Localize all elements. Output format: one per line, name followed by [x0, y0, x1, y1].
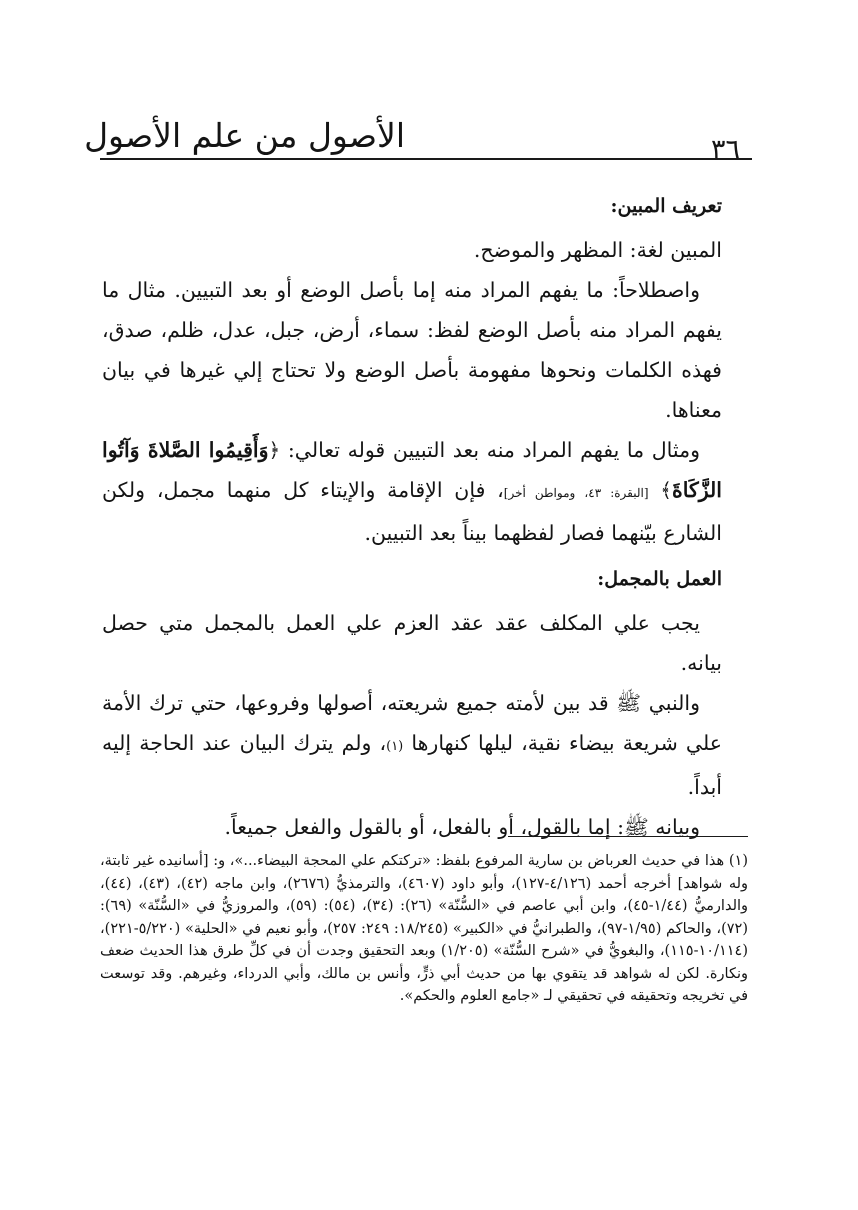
quran-bracket-open: ﴿ [268, 438, 281, 462]
quran-verse: وَأَقِيمُوا الصَّلاةَ وَآتُوا الزَّكَاةَ [102, 438, 722, 502]
footnote-marker: (١) [386, 739, 404, 754]
nabi-text-1: والنبي ﷺ قد بين لأمته جميع شريعته، أصولها وفروعها، حتي ترك الأمة علي شريعة بيضاء نقية، ليلها كنهارها [102, 691, 722, 755]
paragraph-bayan: وبيانه ﷺ: إما بالقول، أو بالفعل، أو بالقول والفعل جميعاً. [224, 815, 700, 839]
footnote-text: (١) هذا في حديث العرباض بن سارية المرفوع بلفظ: «تركتكم علي المحجة البيضاء...»، و: [أسانيده غير ثابتة، وله شواهد] أخرجه أحمد (٤/١٢٦-١٢٧)، وأبو داود (٤٦٠٧)، والترمذيُّ (٢٦٧٦)، وابن ماجه (٤٢)، (٤٣)، (٤٤)، والدارميُّ (١/٤٤-٤٥)، وابن أبي عاصم في «السُّنّة» (٢٦): (٣٤)، (٥٤): (٥٩)، والمروزيُّ في «السُّنّة» (٦٩): (٧٢)، والحاكم (١/٩٥-٩٧)، والطبرانيُّ في «الكبير» (١٨/٢٤٥: ٢٤٩: ٢٥٧)، وأبو نعيم في «الحلية» (٥/٢٢٠-٢٢١)، (١٠/١١٤-١١٥)، والبغويُّ في «شرح السُّنّة» (١/٢٠٥) وبعد التحقيق وجدت أن في كلِّ طرق هذا الحديث ضعف ونكارة. لكن له شواهد قد يتقوي بها من حديث أبي ذرٍّ، وأنس بن مالك، وأبي الدرداء، وغيرهم. وقد توسعت في تخريجه وتحقيقه في تحقيقي لـ «جامع العلوم والحكم». [100, 853, 749, 1004]
paragraph-lugha: المبين لغة: المظهر والموضح. [473, 238, 722, 262]
page-number: ٣٦ [710, 134, 740, 165]
footnote [100, 850, 748, 1080]
main-text [102, 186, 722, 839]
example-lead: ومثال ما يفهم المراد منه بعد التبيين قوله تعالي: [287, 438, 700, 462]
nabi-text-2: ، ولم يترك البيان عند الحاجة إليه أبداً. [102, 731, 722, 799]
verse-reference: [البقرة: ٤٣، ومواطن أخر] [503, 486, 649, 500]
running-header-title: الأصول من علم الأصول [84, 116, 405, 155]
footnote-rule [508, 836, 748, 837]
quran-bracket-close: ﴾ [660, 478, 672, 502]
paragraph-istilah: واصطلاحاً: ما يفهم المراد منه إما بأصل الوضع أو بعد التبيين. مثال ما يفهم المراد منه بأصل الوضع لفظ: سماء، أرض، جبل، عدل، ظلم، صدق، فهذه الكلمات ونحوها مفهومة بأصل الوضع ولا تحتاج إلي غيرها في بيان معناها. [102, 278, 722, 422]
header-rule [100, 158, 752, 160]
example-rest: ، فإن الإقامة والإيتاء كل منهما مجمل، ولكن الشارع بيّنهما فصار لفظهما بيناً بعد التبيين. [102, 478, 722, 545]
paragraph-example [102, 430, 722, 553]
paragraph-wajib: يجب علي المكلف عقد عقد العزم علي العمل بالمجمل متي حصل بيانه. [102, 611, 722, 675]
heading-mubin: تعريف المبين: [610, 195, 722, 217]
paragraph-nabi [102, 683, 722, 807]
heading-amal: العمل بالمجمل: [597, 568, 722, 590]
